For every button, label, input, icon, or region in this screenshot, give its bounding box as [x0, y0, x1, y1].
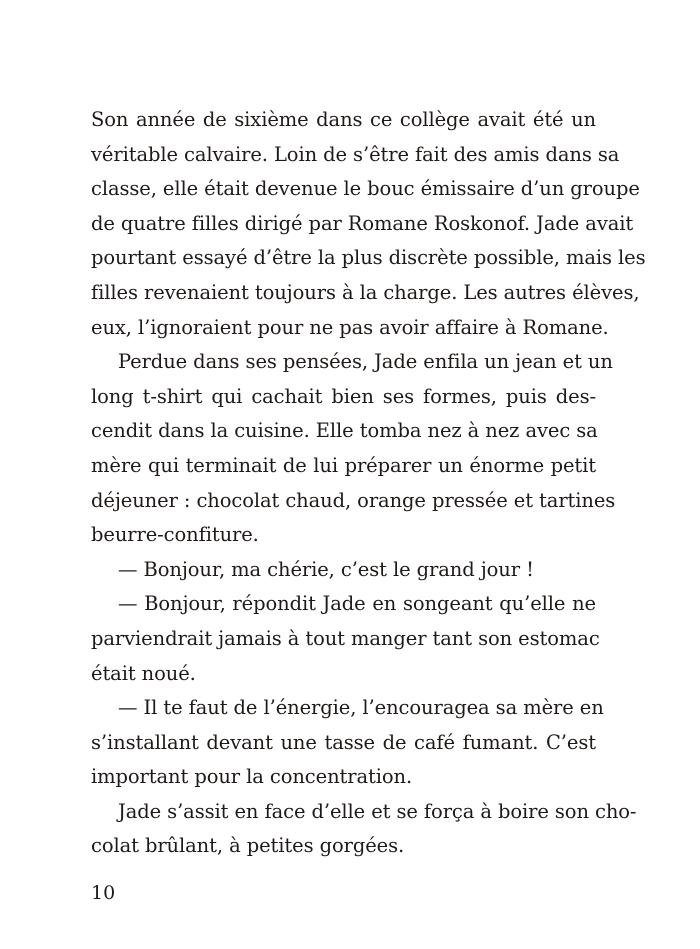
text-line: déjeuner : chocolat chaud, orange pressée et tartines	[91, 488, 616, 512]
text-line: — Bonjour, ma chérie, c’est le grand jour !	[118, 557, 534, 581]
dialogue-paragraph	[91, 587, 600, 691]
text-line: parviendrait jamais à tout manger tant son estomac	[91, 626, 600, 650]
text-line: de quatre filles dirigé par Romane Roskonof. Jade avait	[91, 211, 634, 235]
text-line: long t-shirt qui cachait bien ses formes, puis des-	[91, 384, 596, 408]
page-number: 10	[91, 882, 116, 904]
text-line: beurre-confiture.	[91, 523, 259, 547]
text-line: était noué.	[91, 661, 196, 685]
text-line: Son année de sixième dans ce collège avait été un	[91, 108, 596, 131]
text-line: Jade s’assit en face d’elle et se força à boire son cho-	[118, 799, 637, 823]
text-line: filles revenaient toujours à la charge. Les autres élèves,	[91, 280, 640, 304]
body-text	[91, 103, 646, 864]
text-line: pourtant essayé d’être la plus discrète possible, mais les	[91, 246, 646, 270]
paragraph	[91, 795, 637, 864]
text-line: — Bonjour, répondit Jade en songeant qu’elle ne	[118, 592, 596, 616]
text-line: mère qui terminait de lui préparer un énorme petit	[91, 453, 596, 477]
text-line: cendit dans la cuisine. Elle tomba nez à nez avec sa	[91, 419, 598, 443]
dialogue-paragraph	[91, 691, 604, 795]
text-line: eux, l’ignoraient pour ne pas avoir affaire à Romane.	[91, 315, 609, 339]
text-line: — Il te faut de l’énergie, l’encouragea sa mère en	[118, 696, 604, 720]
text-line: Perdue dans ses pensées, Jade enfila un jean et un	[118, 350, 613, 374]
text-line: s’installant devant une tasse de café fumant. C’est	[91, 730, 596, 754]
text-line: colat brûlant, à petites gorgées.	[91, 834, 405, 858]
text-line: véritable calvaire. Loin de s’être fait des amis dans sa	[91, 142, 620, 166]
text-line: important pour la concentration.	[91, 765, 413, 789]
paragraph	[91, 345, 616, 553]
paragraph	[91, 103, 646, 345]
text-line: classe, elle était devenue le bouc émissaire d’un groupe	[91, 177, 640, 201]
dialogue-paragraph	[91, 553, 596, 588]
